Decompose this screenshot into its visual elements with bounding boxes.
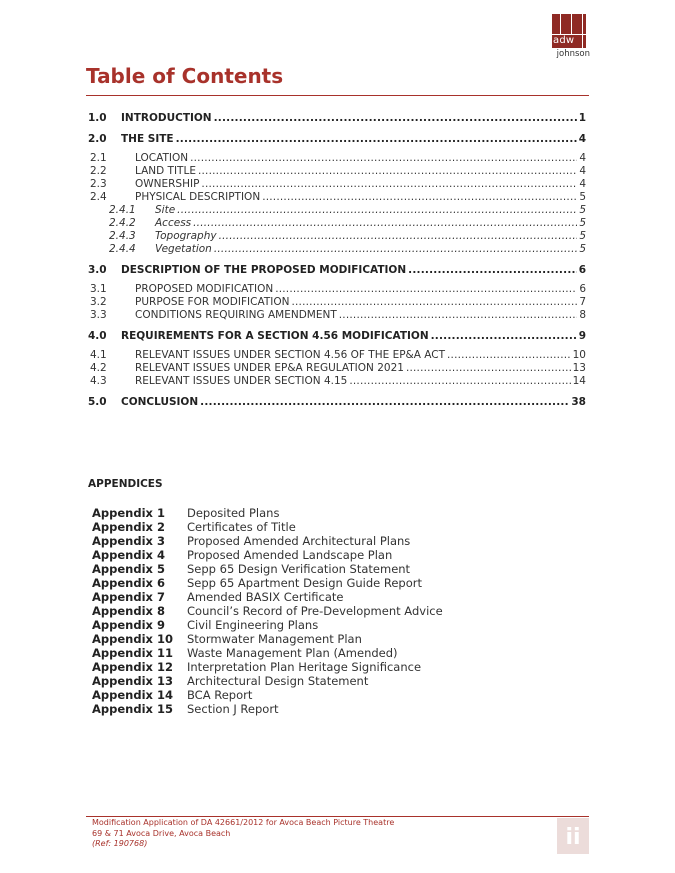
toc-leader-dots	[262, 191, 577, 204]
toc-entry-number: 4.2	[90, 362, 107, 374]
toc-entry-page: 5	[579, 217, 586, 229]
toc-entry-page: 4	[579, 165, 586, 177]
footer-reference: (Ref: 190768)	[92, 839, 148, 848]
appendix-label: Appendix 3	[92, 534, 165, 548]
toc-entry[interactable]	[88, 375, 586, 388]
appendix-label: Appendix 12	[92, 660, 173, 674]
toc-entry[interactable]	[88, 204, 586, 217]
footer-divider	[86, 816, 589, 817]
toc-entry-title: LOCATION	[135, 152, 189, 164]
toc-entry-title: CONDITIONS REQUIRING AMENDMENT	[135, 309, 337, 321]
footer	[92, 818, 394, 850]
appendix-item	[92, 534, 443, 548]
appendix-label: Appendix 14	[92, 688, 173, 702]
toc-entry[interactable]	[88, 349, 586, 362]
toc-leader-dots	[275, 283, 577, 296]
appendix-label: Appendix 15	[92, 702, 173, 716]
toc-entry[interactable]	[88, 309, 586, 322]
toc-entry[interactable]	[88, 283, 586, 296]
toc-leader-dots	[431, 330, 577, 343]
appendix-item	[92, 646, 443, 660]
footer-line-2: 69 & 71 Avoca Drive, Avoca Beach	[92, 828, 231, 838]
toc-leader-dots	[190, 152, 577, 165]
toc-entry-page: 5	[579, 243, 586, 255]
toc-entry-number: 2.4.2	[109, 217, 136, 229]
toc-entry-number: 2.1	[90, 152, 107, 164]
logo-text: adw	[553, 35, 575, 46]
page-number: ii	[557, 818, 589, 854]
appendices-heading: APPENDICES	[88, 478, 163, 490]
toc-entry-number: 4.1	[90, 349, 107, 361]
toc-entry[interactable]	[88, 178, 586, 191]
toc-entry-page: 4	[578, 133, 586, 145]
toc-entry-page: 7	[579, 296, 586, 308]
appendix-label: Appendix 7	[92, 590, 165, 604]
toc-leader-dots	[176, 133, 577, 146]
toc-entry[interactable]	[88, 191, 586, 204]
appendix-item	[92, 506, 443, 520]
appendices-list	[92, 506, 443, 716]
toc-entry-page: 1	[578, 112, 586, 124]
appendix-label: Appendix 8	[92, 604, 165, 618]
toc-entry-title: REQUIREMENTS FOR A SECTION 4.56 MODIFICATION	[121, 330, 429, 342]
appendix-description: Interpretation Plan Heritage Significance	[187, 660, 422, 674]
appendix-description: Proposed Amended Landscape Plan	[187, 548, 393, 562]
appendix-label: Appendix 4	[92, 548, 165, 562]
toc-entry-page: 6	[579, 283, 586, 295]
toc-entry-title: PROPOSED MODIFICATION	[135, 283, 274, 295]
toc-leader-dots	[219, 230, 578, 243]
toc-entry-page: 13	[572, 362, 586, 374]
appendix-label: Appendix 5	[92, 562, 165, 576]
appendix-description: Section J Report	[187, 702, 279, 716]
appendix-description: Stormwater Management Plan	[187, 632, 362, 646]
toc-leader-dots	[200, 396, 569, 409]
toc-entry-title: PURPOSE FOR MODIFICATION	[135, 296, 290, 308]
toc-entry[interactable]	[88, 264, 586, 277]
toc-entry-title: THE SITE	[121, 133, 174, 145]
logo-subtext: johnson	[556, 49, 590, 59]
company-logo	[548, 14, 590, 59]
toc-entry-title: Site	[155, 204, 176, 216]
appendix-item	[92, 618, 443, 632]
toc-leader-dots	[214, 243, 577, 256]
toc-leader-dots	[408, 264, 577, 277]
toc-entry-title: DESCRIPTION OF THE PROPOSED MODIFICATION	[121, 264, 407, 276]
appendix-item	[92, 604, 443, 618]
toc-entry-number: 2.4	[90, 191, 107, 203]
footer-line-1: Modification Application of DA 42661/2012 for Avoca Beach Picture Theatre	[92, 818, 395, 827]
toc-leader-dots	[198, 165, 577, 178]
toc-entry-number: 2.0	[88, 133, 107, 145]
toc-entry-number: 1.0	[88, 112, 107, 124]
toc-entry[interactable]	[88, 243, 586, 256]
appendix-description: Certificates of Title	[187, 520, 296, 534]
toc-entry-page: 6	[578, 264, 586, 276]
appendix-label: Appendix 11	[92, 646, 173, 660]
appendix-description: Sepp 65 Design Verification Statement	[187, 562, 411, 576]
toc-entry[interactable]	[88, 217, 586, 230]
appendix-item	[92, 702, 443, 716]
toc-entry-title: LAND TITLE	[135, 165, 196, 177]
toc-entry[interactable]	[88, 152, 586, 165]
appendix-description: Amended BASIX Certificate	[187, 590, 344, 604]
appendix-item	[92, 562, 443, 576]
toc-leader-dots	[447, 349, 571, 362]
toc-leader-dots	[177, 204, 577, 217]
appendix-item	[92, 688, 443, 702]
toc-entry-page: 14	[572, 375, 586, 387]
toc-entry-number: 5.0	[88, 396, 107, 408]
toc-entry-page: 8	[579, 309, 586, 321]
appendix-label: Appendix 9	[92, 618, 165, 632]
toc-entry-page: 5	[579, 230, 586, 242]
toc-entry-number: 4.0	[88, 330, 107, 342]
appendix-label: Appendix 10	[92, 632, 173, 646]
appendix-description: Civil Engineering Plans	[187, 618, 319, 632]
title-divider	[86, 95, 589, 96]
toc-leader-dots	[339, 309, 578, 322]
logo-mark	[552, 14, 586, 48]
appendix-description: Sepp 65 Apartment Design Guide Report	[187, 576, 423, 590]
toc-entry-title: RELEVANT ISSUES UNDER SECTION 4.56 OF THE EP&A ACT	[135, 349, 446, 361]
page-title: Table of Contents	[86, 64, 284, 88]
toc-entry-title: RELEVANT ISSUES UNDER SECTION 4.15	[135, 375, 348, 387]
toc-leader-dots	[214, 112, 577, 125]
toc-entry[interactable]	[88, 296, 586, 309]
appendix-label: Appendix 13	[92, 674, 173, 688]
toc-entry-number: 2.4.4	[109, 243, 136, 255]
toc-entry[interactable]	[88, 165, 586, 178]
toc-entry-page: 4	[579, 152, 586, 164]
appendix-item	[92, 632, 443, 646]
toc-entry[interactable]	[88, 362, 586, 375]
appendix-description: BCA Report	[187, 688, 253, 702]
toc-leader-dots	[201, 178, 577, 191]
appendix-description: Architectural Design Statement	[187, 674, 369, 688]
toc-leader-dots	[291, 296, 577, 309]
appendix-label: Appendix 6	[92, 576, 165, 590]
appendix-item	[92, 590, 443, 604]
toc-entry-number: 3.1	[90, 283, 107, 295]
toc-entry-number: 2.2	[90, 165, 107, 177]
toc-entry-number: 2.4.1	[109, 204, 136, 216]
toc-entry-title: OWNERSHIP	[135, 178, 200, 190]
toc-leader-dots	[349, 375, 570, 388]
toc-entry-title: Vegetation	[155, 243, 212, 255]
toc-entry-title: RELEVANT ISSUES UNDER EP&A REGULATION 2021	[135, 362, 404, 374]
toc-entry-title: PHYSICAL DESCRIPTION	[135, 191, 261, 203]
toc-leader-dots	[193, 217, 577, 230]
toc-entry[interactable]	[88, 112, 586, 125]
toc-entry-title: INTRODUCTION	[121, 112, 212, 124]
toc-entry-number: 2.3	[90, 178, 107, 190]
toc-entry-page: 38	[571, 396, 586, 408]
appendix-item	[92, 548, 443, 562]
toc-entry-page: 9	[578, 330, 586, 342]
toc-entry-page: 10	[572, 349, 586, 361]
toc-entry-number: 3.2	[90, 296, 107, 308]
appendix-label: Appendix 1	[92, 506, 165, 520]
toc-entry-number: 4.3	[90, 375, 107, 387]
toc-entry-number: 3.0	[88, 264, 107, 276]
toc-entry-number: 2.4.3	[109, 230, 136, 242]
toc-entry-title: Topography	[155, 230, 217, 242]
toc-entry-page: 5	[579, 204, 586, 216]
appendix-description: Proposed Amended Architectural Plans	[187, 534, 411, 548]
toc-leader-dots	[406, 362, 571, 375]
toc-entry-title: CONCLUSION	[121, 396, 199, 408]
toc-entry-page: 4	[579, 178, 586, 190]
appendix-item	[92, 660, 443, 674]
appendix-item	[92, 674, 443, 688]
appendix-description: Council’s Record of Pre-Development Advice	[187, 604, 443, 618]
toc-entry-number: 3.3	[90, 309, 107, 321]
toc-entry-page: 5	[579, 191, 586, 203]
toc-entry[interactable]	[88, 133, 586, 146]
toc-entry[interactable]	[88, 230, 586, 243]
toc-entry[interactable]	[88, 396, 586, 409]
table-of-contents	[88, 112, 586, 415]
appendix-description: Waste Management Plan (Amended)	[187, 646, 398, 660]
appendix-item	[92, 520, 443, 534]
toc-entry[interactable]	[88, 330, 586, 343]
appendix-label: Appendix 2	[92, 520, 165, 534]
appendix-description: Deposited Plans	[187, 506, 280, 520]
appendix-item	[92, 576, 443, 590]
toc-entry-title: Access	[155, 217, 192, 229]
